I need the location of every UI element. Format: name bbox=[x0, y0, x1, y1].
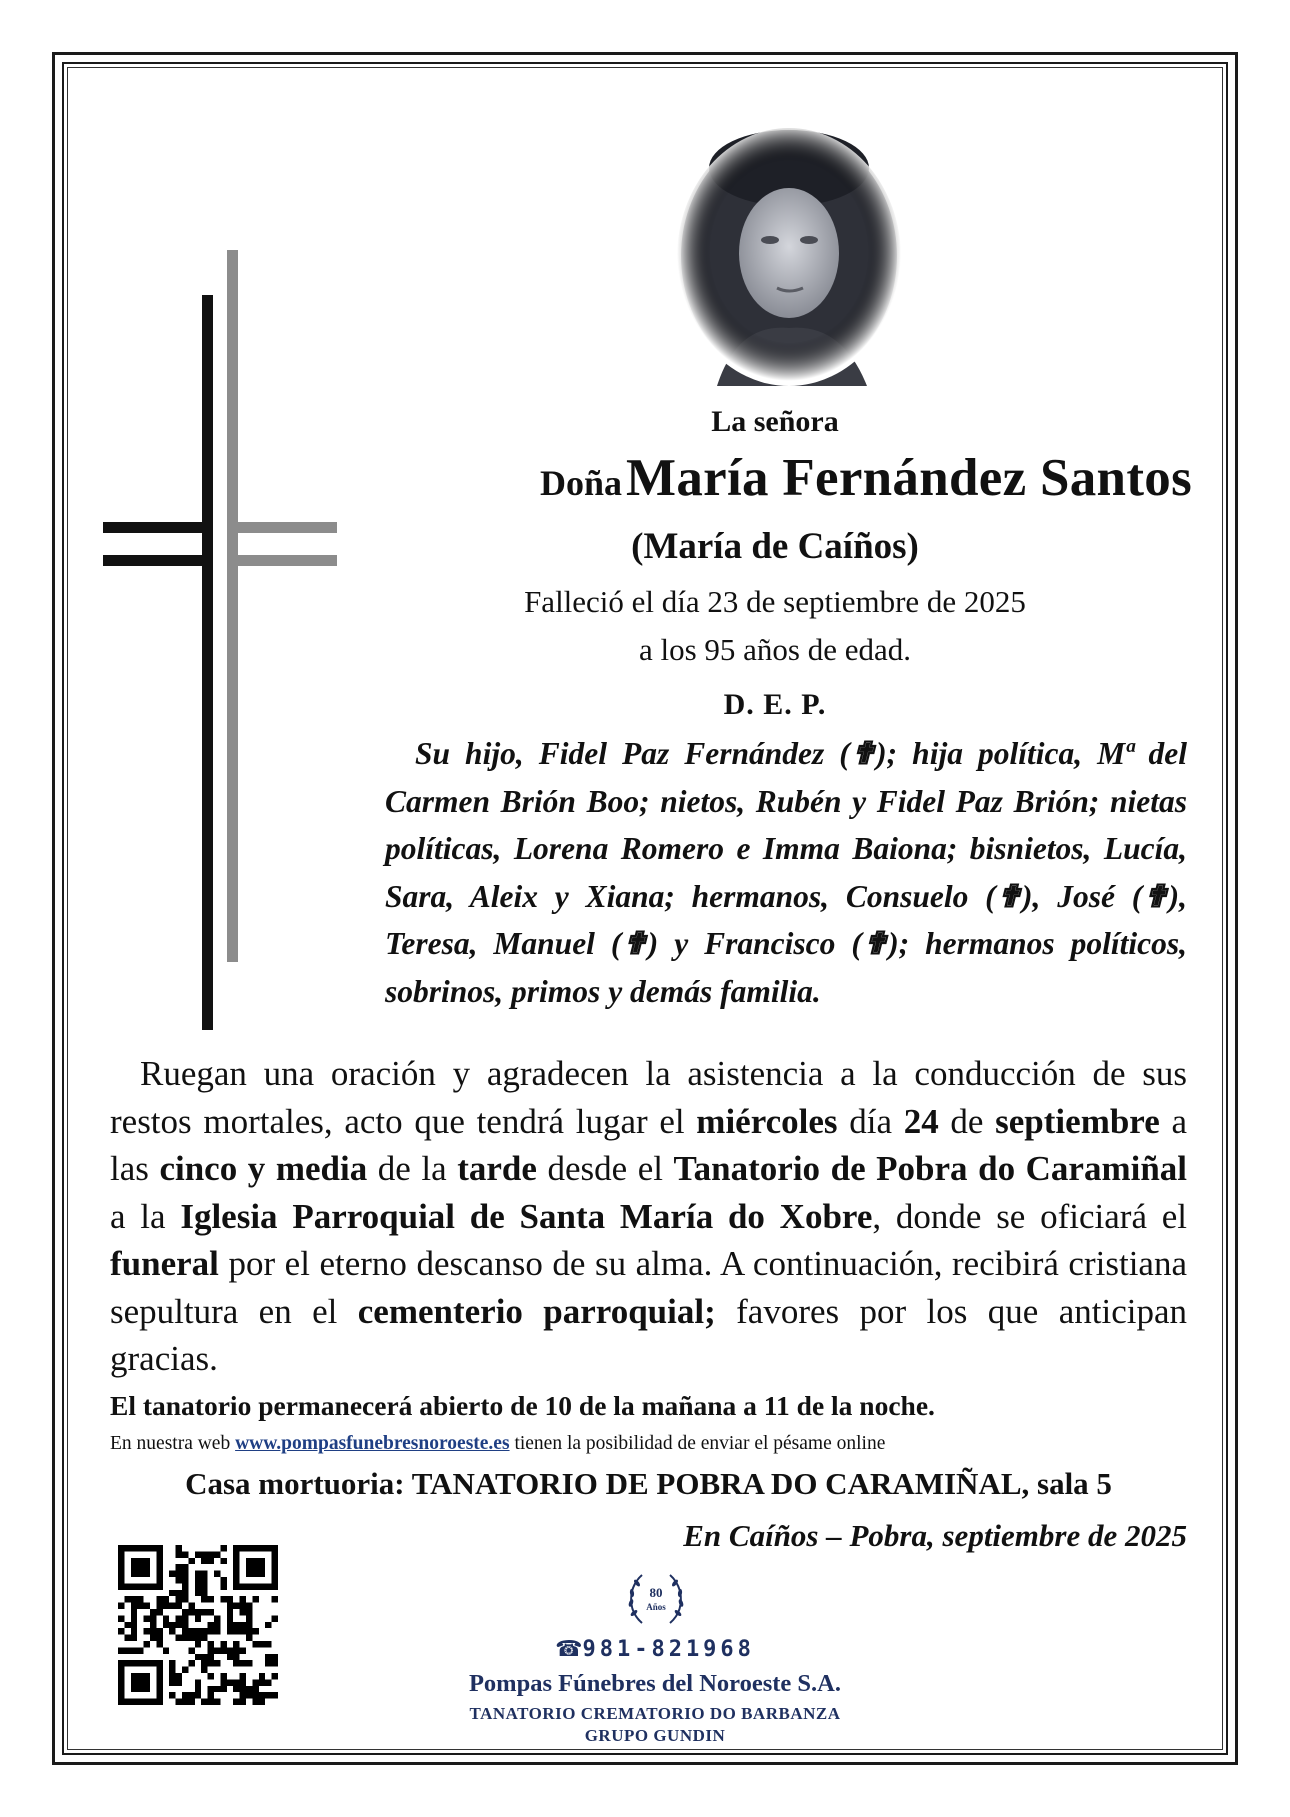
badge-word: Años bbox=[646, 1602, 666, 1612]
nickname: (María de Caíños) bbox=[631, 526, 919, 567]
ceremony-text: Ruegan una oración y agradecen la asistencia a la conducción de sus restos mortales, acto que tendrá lugar el miércoles día 24 de septiembre a las cinco y media de la tarde desde el Tanatorio de Pobra do Caramiñal a la Iglesia Parroquial de Santa María do Xobre, donde se oficiará el funeral por el eterno descanso de su alma. A continuación, recibirá cristiana sepultura en el cementerio parroquial; favores por los que anticipan gracias. bbox=[110, 1054, 1188, 1378]
funeral-home: Casa mortuoria: TANATORIO DE POBRA DO CARAMIÑAL, sala 5 bbox=[185, 1466, 1112, 1501]
dep-label: D. E. P. bbox=[723, 688, 827, 721]
deceased-name: María Fernández Santos bbox=[626, 449, 1192, 507]
website-link[interactable]: www.pompasfunebresnoroeste.es bbox=[235, 1433, 510, 1454]
age: a los 95 años de edad. bbox=[638, 632, 912, 667]
web-note bbox=[110, 1433, 1187, 1455]
family-text: Su hijo, Fidel Paz Fernández (✟); hija política, Mª del Carmen Brión Boo; nietos, Rubén y Fidel Paz Brión; nietas políticas, Lorena Romero e Imma Baiona; bisnietos, Lucía, Sara, Aleix y Xiana; hermanos, Consuelo (✟), José (✟), Teresa, Manuel (✟) y Francisco (✟); hermanos políticos, sobrinos, primos y demás familia. bbox=[385, 736, 1187, 1009]
family-paragraph bbox=[385, 730, 1187, 1015]
company-name: Pompas Fúnebres del Noroeste S.A. bbox=[468, 1670, 842, 1697]
badge-number: 80 bbox=[649, 1585, 663, 1600]
cross-icon bbox=[100, 250, 345, 1030]
deceased-name-line bbox=[380, 448, 1192, 508]
title-label: La señora bbox=[711, 405, 839, 438]
phone-text: 981-821968 bbox=[582, 1637, 755, 1662]
web-note-before: En nuestra web bbox=[110, 1433, 236, 1454]
portrait-photo bbox=[677, 128, 902, 386]
death-date: Falleció el día 23 de septiembre de 2025 bbox=[524, 584, 1026, 619]
company-subtitle: TANATORIO CREMATORIO DO BARBANZA bbox=[469, 1704, 841, 1723]
phone-icon: ☎ bbox=[555, 1637, 583, 1662]
anniversary-badge-icon bbox=[622, 1567, 690, 1631]
phone-number[interactable] bbox=[430, 1637, 880, 1662]
company-group: GRUPO GUNDIN bbox=[584, 1726, 726, 1745]
web-note-after: tienen la posibilidad de enviar el pésame online bbox=[509, 1433, 886, 1454]
opening-hours: El tanatorio permanecerá abierto de 10 de la mañana a 11 de la noche. bbox=[110, 1390, 935, 1421]
place-date: En Caíños – Pobra, septiembre de 2025 bbox=[683, 1518, 1187, 1553]
qr-code[interactable] bbox=[118, 1545, 278, 1705]
name-prefix: Doña bbox=[539, 463, 622, 503]
ceremony-paragraph bbox=[110, 1050, 1187, 1383]
